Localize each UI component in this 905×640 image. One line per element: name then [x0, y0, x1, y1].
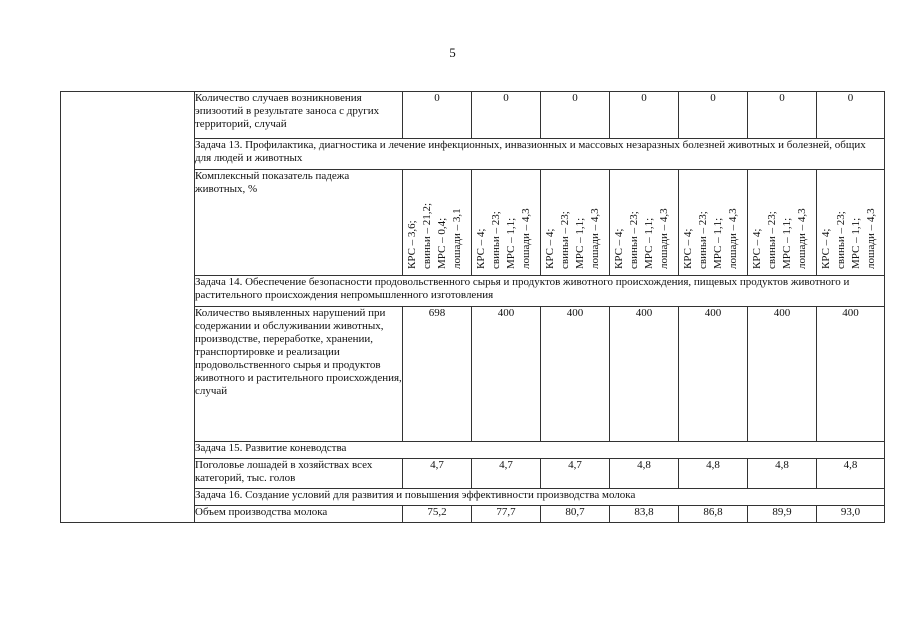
task-heading: Задача 15. Развитие коневодства	[195, 442, 885, 459]
value-cell: 4,8	[817, 459, 885, 489]
vertical-value-cell: КРС – 4; свиньи – 23; МРС – 1,1; лошади – 4,3	[472, 170, 541, 276]
value-cell: 0	[541, 92, 610, 139]
value-cell: 89,9	[748, 506, 817, 523]
left-blank-column	[61, 92, 195, 523]
value-cell: 77,7	[472, 506, 541, 523]
value-cell: 400	[679, 307, 748, 442]
vertical-value-cell: КРС – 4; свиньи – 23; МРС – 1,1; лошади – 4,3	[541, 170, 610, 276]
value-cell: 93,0	[817, 506, 885, 523]
indicator-label: Объем производства молока	[195, 506, 403, 523]
indicators-table	[60, 91, 885, 523]
value-cell: 80,7	[541, 506, 610, 523]
indicator-label: Количество случаев возникновения эпизоотий в результате заноса с других территорий, случай	[195, 92, 403, 139]
value-cell: 4,7	[472, 459, 541, 489]
value-cell: 0	[748, 92, 817, 139]
vertical-value-cell: КРС – 4; свиньи – 23; МРС – 1,1; лошади – 4,3	[748, 170, 817, 276]
value-cell: 400	[748, 307, 817, 442]
value-cell: 4,7	[541, 459, 610, 489]
value-cell: 86,8	[679, 506, 748, 523]
task-heading: Задача 14. Обеспечение безопасности продовольственного сырья и продуктов животного происхождения, пищевых продуктов животного и растительного происхождения непромышленного изготовления	[195, 276, 885, 307]
vertical-value-cell: КРС – 4; свиньи – 23; МРС – 1,1; лошади – 4,3	[679, 170, 748, 276]
indicator-label: Комплексный показатель падежа животных, %	[195, 170, 403, 276]
value-cell: 0	[472, 92, 541, 139]
value-cell: 0	[610, 92, 679, 139]
page-number: 5	[449, 45, 456, 60]
task-heading: Задача 16. Создание условий для развития и повышения эффективности производства молока	[195, 489, 885, 506]
value-cell: 0	[817, 92, 885, 139]
value-cell: 4,7	[403, 459, 472, 489]
vertical-value-cell: КРС – 3,6; свиньи – 21,2; МРС – 0,4; лошади – 3,1	[403, 170, 472, 276]
value-cell: 400	[610, 307, 679, 442]
value-cell: 4,8	[679, 459, 748, 489]
indicator-label: Поголовье лошадей в хозяйствах всех категорий, тыс. голов	[195, 459, 403, 489]
task-heading: Задача 13. Профилактика, диагностика и лечение инфекционных, инвазионных и массовых незаразных болезней животных и болезней, общих для людей и животных	[195, 139, 885, 170]
value-cell: 400	[541, 307, 610, 442]
value-cell: 0	[679, 92, 748, 139]
indicator-label: Количество выявленных нарушений при содержании и обслуживании животных, производстве, переработке, хранении, транспортировке и реализации продовольственного сырья и продуктов животного и растительного происхождения, случай	[195, 307, 403, 442]
value-cell: 400	[472, 307, 541, 442]
value-cell: 0	[403, 92, 472, 139]
vertical-value-cell: КРС – 4; свиньи – 23; МРС – 1,1; лошади – 4,3	[610, 170, 679, 276]
value-cell: 4,8	[610, 459, 679, 489]
value-cell: 4,8	[748, 459, 817, 489]
vertical-value-cell: КРС – 4; свиньи – 23; МРС – 1,1; лошади – 4,3	[817, 170, 885, 276]
value-cell: 83,8	[610, 506, 679, 523]
table-row	[61, 92, 885, 139]
value-cell: 698	[403, 307, 472, 442]
value-cell: 400	[817, 307, 885, 442]
value-cell: 75,2	[403, 506, 472, 523]
